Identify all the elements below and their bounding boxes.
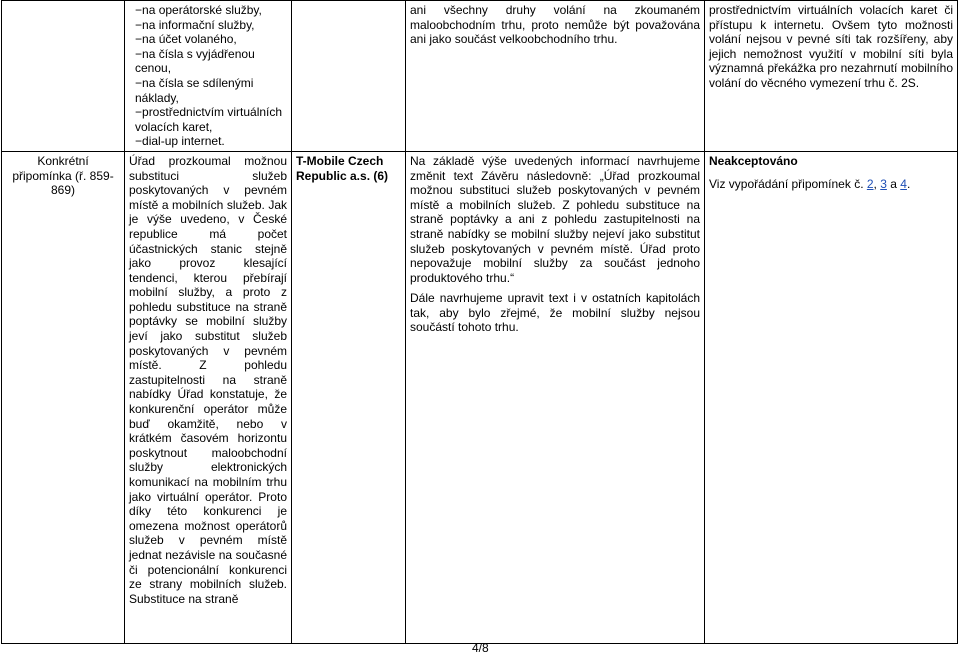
commenter-name: T-Mobile Czech Republic a.s. (6) bbox=[296, 153, 389, 183]
proposal-text: Úřad prozkoumal možnou substituci služeb poskytovaných v pevném místě a mobilních služeb. Jak je výše uvedeno, v České republice má počet účastnických stanic stejně jako provoz klesající tendenci, kterou přebírají mobilní služby, a proto z pohledu substituce na straně poptávky se mobilní služby jeví jako substitut služeb poskytovaných v pevném místě. Z pohledu zastupitelnosti na straně nabídky Úřad konstatuje, že konkurenční operátor může buď okamžitě, nebo v krátkém časovém horizontu poskytnout maloobchodní služby elektronických komunikací na mobilním trhu jako virtuální operátor. Proto díky této konkurenci je omezena možnost operátorů služeb v pevném místě jednat nezávisle na současné či potencionální konkurenci ze strany mobilních služeb. Substituce na straně bbox=[129, 153, 287, 606]
comment-paragraph-2: Dále navrhujeme upravit text i v ostatních kapitolách tak, aby bylo zřejmé, že mobilní služby nejsou součástí tohoto trhu. bbox=[410, 291, 700, 335]
link-comment-4[interactable]: 4 bbox=[900, 176, 907, 191]
settlement-reference: Viz vypořádání připomínek č. 2, 3 a 4. bbox=[709, 176, 911, 191]
commenter-cell bbox=[292, 151, 406, 643]
comment-text-cell-top bbox=[406, 1, 705, 152]
comment-continuation: ani všechny druhy volání na zkoumaném maloobchodním trhu, proto nemůže být považována ani jako součást velkoobchodního trhu. bbox=[410, 3, 700, 47]
settlement-continuation: prostřednictvím virtuálních volacích karet či přístupu k internetu. Ovšem tyto možnosti volání nejsou v pevné síti tak rozšířeny, aby jejich nemožnost využití v mobilní síti byla významná překážka pro nezahrnutí mobilního volání do věcného vymezení trhu č. 2S. bbox=[709, 3, 953, 90]
comments-table bbox=[1, 0, 958, 644]
settlement-verdict: Neakceptováno bbox=[709, 153, 798, 168]
list-item: −na účet volaného, bbox=[135, 32, 237, 47]
list-item: −na čísla s vyjádřenou cenou, bbox=[135, 46, 255, 76]
commenter-cell-top bbox=[292, 1, 406, 152]
list-item: −na operátorské služby, bbox=[135, 3, 262, 17]
page-number: 4/8 bbox=[472, 641, 489, 655]
list-item: −prostřednictvím virtuálních volacích karet, bbox=[135, 105, 283, 134]
table-row bbox=[2, 1, 958, 152]
proposal-text-cell-top bbox=[125, 1, 292, 152]
list-item: −na informační služby, bbox=[135, 17, 255, 32]
list-item: −na čísla se sdílenými náklady, bbox=[135, 75, 254, 105]
proposal-text-cell bbox=[125, 151, 292, 643]
settlement-cell bbox=[705, 151, 958, 643]
comment-label-cell bbox=[2, 151, 125, 643]
settlement-cell-top bbox=[705, 1, 958, 152]
table-row bbox=[2, 151, 958, 643]
list-item: −dial-up internet. bbox=[135, 134, 225, 149]
service-list bbox=[129, 3, 287, 149]
link-comment-2[interactable]: 2 bbox=[866, 176, 874, 191]
comment-label: Konkrétní připomínka (ř. 859-869) bbox=[12, 153, 114, 198]
comment-text-cell bbox=[406, 151, 705, 643]
label-cell-top bbox=[2, 1, 125, 152]
comment-paragraph-1: Na základě výše uvedených informací navrhujeme změnit text Závěru následovně: „Úřad prozkoumal možnou substituci služeb poskytovaných v pevném místě a mobilních služeb. Z pohledu substituce na straně poptávky a ani z pohledu zastupitelnosti na straně nabídky se mobilní služby nejeví jako substitut služeb poskytovaných v pevném místě. Úřad proto nepovažuje mobilní služby za součást jednoho produktového trhu.“ bbox=[410, 153, 700, 285]
link-comment-3[interactable]: 3 bbox=[880, 176, 887, 191]
